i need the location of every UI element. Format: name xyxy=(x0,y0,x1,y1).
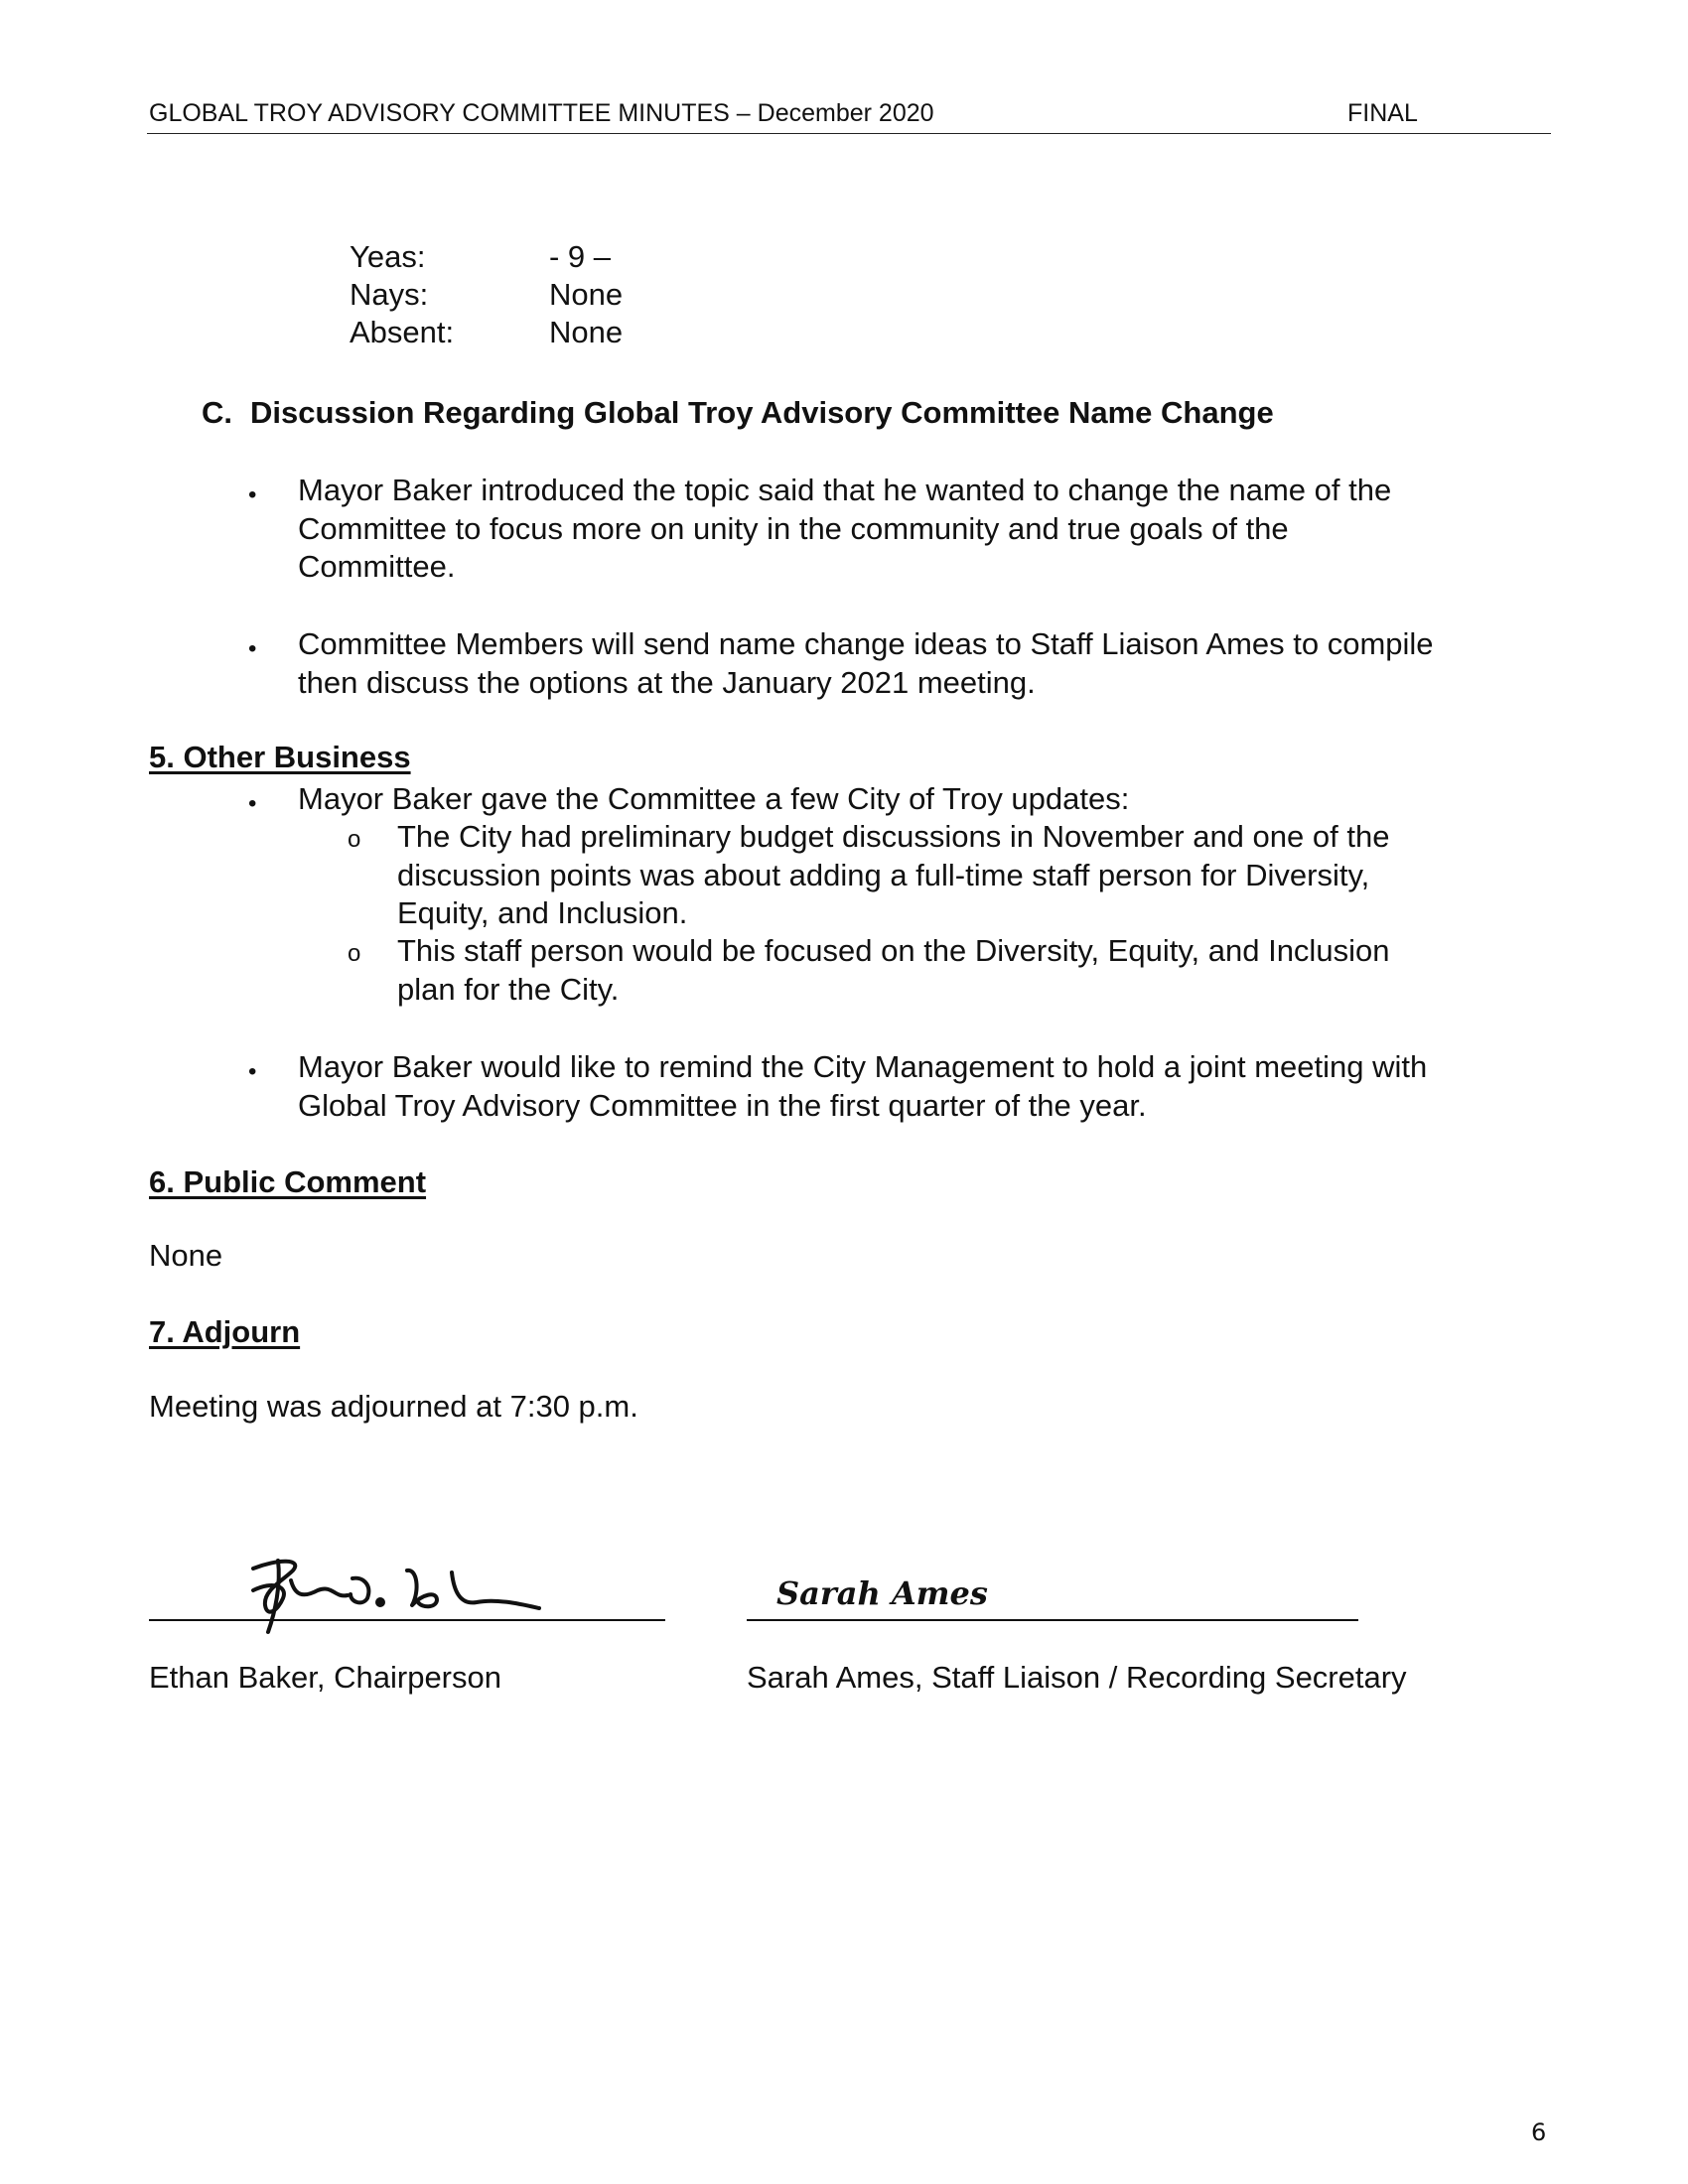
text-line: The City had preliminary budget discussions in November and one of the xyxy=(397,819,1390,854)
section-c-heading xyxy=(202,395,1274,431)
bullet-icon: • xyxy=(248,635,257,662)
section-5-bullet-2 xyxy=(298,1048,1427,1125)
header-divider xyxy=(147,133,1551,134)
yeas-label: Yeas: xyxy=(350,239,426,274)
text-line: Equity, and Inclusion. xyxy=(397,895,688,930)
text-line: Global Troy Advisory Committee in the first quarter of the year. xyxy=(298,1087,1147,1123)
section-6-heading: 6. Public Comment xyxy=(149,1164,427,1199)
secretary-signature xyxy=(773,1567,1070,1616)
text-line: Committee Members will send name change ideas to Staff Liaison Ames to compile xyxy=(298,626,1434,661)
text-line: Mayor Baker introduced the topic said that he wanted to change the name of the xyxy=(298,473,1392,507)
section-c-bullet-1 xyxy=(298,472,1391,587)
circle-bullet-icon: o xyxy=(348,940,361,967)
absent-label: Absent: xyxy=(350,315,455,349)
adjourn-text: Meeting was adjourned at 7:30 p.m. xyxy=(149,1389,638,1424)
secretary-signature-line xyxy=(747,1619,1358,1621)
section-c-title: Discussion Regarding Global Troy Advisory Committee Name Change xyxy=(250,395,1274,430)
bullet-icon: • xyxy=(248,1058,257,1085)
section-7-heading: 7. Adjourn xyxy=(149,1314,301,1349)
chairperson-caption: Ethan Baker, Chairperson xyxy=(149,1660,501,1695)
text-line: Mayor Baker would like to remind the City Management to hold a joint meeting with xyxy=(298,1049,1428,1084)
absent-value: None xyxy=(549,315,624,349)
text-line: then discuss the options at the January 2021 meeting. xyxy=(298,664,1036,700)
svg-text:Sarah Ames: Sarah Ames xyxy=(776,1574,988,1612)
document-header-title: GLOBAL TROY ADVISORY COMMITTEE MINUTES – December 2020 xyxy=(149,99,934,127)
chairperson-signature xyxy=(223,1551,561,1640)
section-5-sub-bullet-2 xyxy=(397,932,1389,1009)
bullet-icon: • xyxy=(248,481,257,508)
text-line: Committee. xyxy=(298,549,456,584)
text-line: discussion points was about adding a full-time staff person for Diversity, xyxy=(397,857,1370,892)
text-line: This staff person would be focused on the Diversity, Equity, and Inclusion xyxy=(397,933,1390,968)
section-5-bullet-1: Mayor Baker gave the Committee a few City of Troy updates: xyxy=(298,781,1130,816)
bullet-icon: • xyxy=(248,790,257,817)
text-line: Committee to focus more on unity in the community and true goals of the xyxy=(298,510,1289,546)
secretary-caption: Sarah Ames, Staff Liaison / Recording Secretary xyxy=(747,1660,1407,1695)
public-comment-text: None xyxy=(149,1238,223,1273)
section-5-sub-bullet-1 xyxy=(397,818,1389,933)
text-line: plan for the City. xyxy=(397,971,620,1007)
circle-bullet-icon: o xyxy=(348,826,361,853)
chairperson-signature-line xyxy=(149,1619,665,1621)
nays-value: None xyxy=(549,277,624,312)
nays-label: Nays: xyxy=(350,277,429,312)
page-number: 6 xyxy=(1531,2118,1547,2146)
document-status: FINAL xyxy=(1347,99,1418,127)
section-5-heading: 5. Other Business xyxy=(149,740,411,774)
section-c-bullet-2 xyxy=(298,625,1434,702)
section-c-letter: C. xyxy=(202,395,232,430)
yeas-value: - 9 – xyxy=(549,239,612,274)
